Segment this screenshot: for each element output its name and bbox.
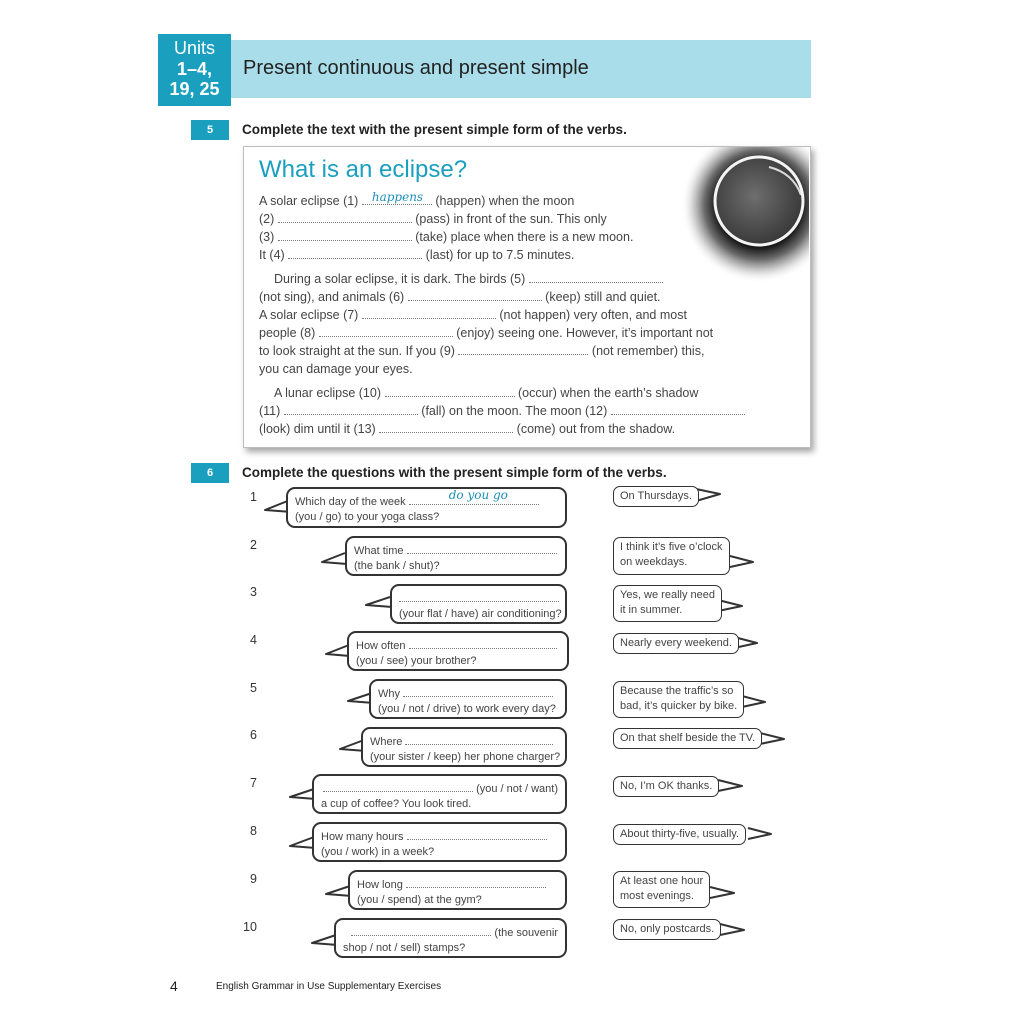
question-5-part-2: (you / not / drive) to work every day? [378,703,556,715]
question-bubble-7 [312,774,567,814]
line-6-post: (keep) still and quiet. [545,290,661,304]
unit-range-line-1: 1–4, [176,59,213,79]
line-2-pre: (2) [259,212,275,226]
answer-9-line-1: At least one hour [620,875,704,887]
question-number: 8 [250,824,257,838]
question-10-part-1: (the souvenir [494,927,558,939]
answer-8-line-1: About thirty-five, usually. [620,828,740,840]
question-number: 1 [250,490,257,504]
question-bubble-8 [312,822,567,862]
question-bubble-1 [286,487,567,528]
question-1-part-1: Which day of the week [295,496,406,508]
line-3-post: (take) place when there is a new moon. [415,230,634,244]
question-blank-4[interactable] [409,636,557,649]
example-answer-q1: do you go [448,488,508,502]
answer-5-line-2: bad, it’s quicker by bike. [620,700,738,712]
page-number: 4 [170,978,178,994]
answer-3-line-2: it in summer. [620,604,683,616]
line-11-post: (occur) when the earth’s shadow [517,386,699,400]
question-blank-5[interactable] [403,684,553,697]
question-number: 5 [250,681,257,695]
answer-2-line-1: I think it’s five o’clock [620,541,723,553]
question-2-part-1: What time [354,545,404,557]
question-bubble-2 [345,536,567,576]
line-7-post: (not happen) very often, and most [499,308,687,322]
line-3-pre: (3) [259,230,275,244]
answer-bubble-8 [613,824,746,845]
question-blank-8[interactable] [407,827,547,840]
line-8-post: (enjoy) seeing one. However, it’s important not [456,326,714,340]
line-11-pre: A lunar eclipse (10) [274,386,382,400]
line-13-post: (come) out from the shadow. [516,422,676,436]
answer-bubble-3 [613,585,722,622]
question-6-part-2: (your sister / keep) her phone charger? [370,751,561,763]
question-blank-1[interactable] [409,488,539,505]
book-title: English Grammar in Use Supplementary Exercises [216,981,442,992]
question-6-part-1: Where [370,736,403,748]
answer-bubble-5 [613,681,744,718]
unit-label: Units [173,38,215,58]
answer-bubble-10 [613,919,721,940]
line-1-pre: A solar eclipse (1) [259,194,359,208]
question-bubble-6 [361,727,567,767]
question-bubble-3 [390,584,567,624]
question-number: 6 [250,728,257,742]
question-7-part-2: a cup of coffee? You look tired. [321,798,472,810]
exercise-6-instruction: Complete the questions with the present simple form of the verbs. [242,465,667,480]
question-4-part-2: (you / see) your brother? [356,655,477,667]
eclipse-title: What is an eclipse? [259,156,468,183]
question-7-part-1: (you / not / want) [476,783,558,795]
question-number: 9 [250,872,257,886]
answer-bubble-2 [613,537,730,575]
answer-9-line-2: most evenings. [620,890,694,902]
question-bubble-9 [348,870,567,910]
line-1-post: (happen) when the moon [435,194,575,208]
answer-3-line-1: Yes, we really need [620,589,715,601]
question-blank-9[interactable] [406,875,546,888]
line-4-pre: It (4) [259,248,285,262]
question-8-part-1: How many hours [321,831,404,843]
answer-bubble-1 [613,486,699,507]
line-2-post: (pass) in front of the sun. This only [415,212,607,226]
question-blank-7[interactable] [323,779,473,792]
answer-6-line-1: On that shelf beside the TV. [620,732,756,744]
line-9-post: (not remember) this, [591,344,705,358]
question-9-part-2: (you / spend) at the gym? [357,894,482,906]
answer-1-line-1: On Thursdays. [620,490,692,502]
question-number: 2 [250,538,257,552]
line-12-pre: (11) [259,404,281,418]
example-answer-1: happens [371,190,424,204]
line-13-pre: (look) dim until it (13) [259,422,376,436]
question-number: 10 [243,920,257,934]
line-6-pre: (not sing), and animals (6) [259,290,405,304]
question-number: 7 [250,776,257,790]
exercise-5-instruction: Complete the text with the present simple form of the verbs. [242,122,627,137]
question-blank-3[interactable] [399,589,559,602]
line-12-post: (fall) on the moon. The moon (12) [421,404,608,418]
question-10-part-2: shop / not / sell) stamps? [343,942,466,954]
question-1-part-2: (you / go) to your yoga class? [295,511,440,523]
question-3-part-2: (your flat / have) air conditioning? [399,608,562,620]
answer-bubble-6 [613,728,762,749]
question-blank-6[interactable] [405,732,553,745]
unit-range-line-2: 19, 25 [169,79,220,99]
question-bubble-10 [334,918,567,958]
exercise-5-number: 5 [191,120,229,140]
line-5-pre: During a solar eclipse, it is dark. The birds (5) [274,272,526,286]
question-5-part-1: Why [378,688,400,700]
answer-bubble-7 [613,776,719,797]
question-number: 3 [250,585,257,599]
answer-bubble-9 [613,871,710,908]
exercise-6-number: 6 [191,463,229,483]
answer-2-line-2: on weekdays. [620,556,688,568]
answer-5-line-1: Because the traffic’s so [620,685,734,697]
line-4-post: (last) for up to 7.5 minutes. [425,248,575,262]
page-title: Present continuous and present simple [243,57,589,79]
question-bubble-4 [347,631,569,671]
question-number: 4 [250,633,257,647]
line-8-pre: people (8) [259,326,316,340]
question-8-part-2: (you / work) in a week? [321,846,435,858]
question-blank-2[interactable] [407,541,557,554]
answer-4-line-1: Nearly every weekend. [620,637,732,649]
question-bubble-5 [369,679,567,719]
line-9-pre: to look straight at the sun. If you (9) [259,344,455,358]
answer-10-line-1: No, only postcards. [620,923,715,935]
question-2-part-2: (the bank / shut)? [354,560,440,572]
question-9-part-1: How long [357,879,403,891]
answer-7-line-1: No, I’m OK thanks. [620,780,713,792]
line-10-pre: you can damage your eyes. [259,362,413,376]
line-7-pre: A solar eclipse (7) [259,308,359,322]
question-4-part-1: How often [356,640,406,652]
question-blank-10[interactable] [351,923,491,936]
answer-bubble-4 [613,633,739,654]
